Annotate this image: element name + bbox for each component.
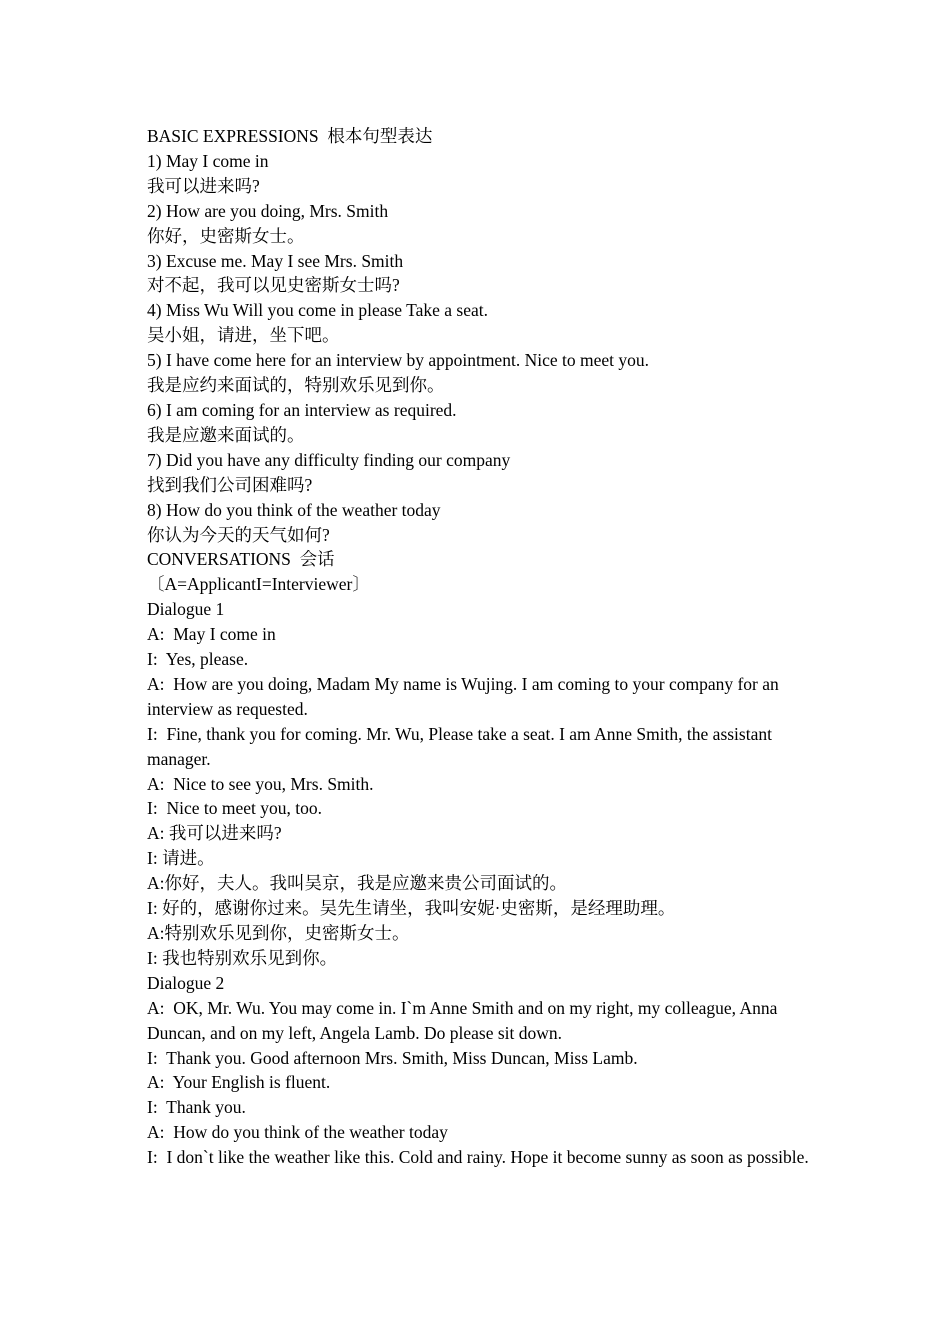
expression-5-english: 5) I have come here for an interview by appointment. Nice to meet you. xyxy=(147,350,649,371)
expression-4-chinese: 吴小姐，请进，坐下吧。 xyxy=(147,325,340,346)
dialogue-1-line: A: How are you doing, Madam My name is Wujing. I am coming to your company for an interview as requested. xyxy=(147,673,784,719)
expression-1-english: 1) May I come in xyxy=(147,150,269,171)
dialogue-1-line: I: Yes, please. xyxy=(147,649,249,670)
dialogue-1-line: I: Fine, thank you for coming. Mr. Wu, Please take a seat. I am Anne Smith, the assistant manager. xyxy=(147,723,777,769)
expression-2-english: 2) How are you doing, Mrs. Smith xyxy=(147,200,389,221)
dialogue-1-translation-line: A:特别欢乐见到你，史密斯女士。 xyxy=(147,923,410,943)
dialogue-1-line: A: Nice to see you, Mrs. Smith. xyxy=(147,773,374,794)
section-heading-basic-expressions: BASIC EXPRESSIONS 根本句型表达 xyxy=(147,126,433,146)
dialogue-2-line: I: Thank you. Good afternoon Mrs. Smith, Miss Duncan, Miss Lamb. xyxy=(147,1047,638,1068)
expression-3-chinese: 对不起，我可以见史密斯女士吗? xyxy=(147,275,400,296)
dialogue-1-line: A: May I come in xyxy=(147,624,276,645)
expression-8-english: 8) How do you think of the weather today xyxy=(147,499,441,520)
dialogue-2-heading: Dialogue 2 xyxy=(147,972,225,993)
expression-8-chinese: 你认为今天的天气如何? xyxy=(147,524,330,545)
dialogue-2-line: A: How do you think of the weather today xyxy=(147,1122,448,1143)
expression-2-chinese: 你好，史密斯女士。 xyxy=(147,225,305,246)
expression-4-english: 4) Miss Wu Will you come in please Take a seat. xyxy=(147,300,488,321)
section-heading-conversations: CONVERSATIONS 会话 xyxy=(147,549,335,570)
expression-7-chinese: 找到我们公司困难吗? xyxy=(147,474,313,495)
dialogue-1-line: I: Nice to meet you, too. xyxy=(147,798,322,819)
dialogue-1-translation-line: I: 请进。 xyxy=(147,848,215,869)
expression-3-english: 3) Excuse me. May I see Mrs. Smith xyxy=(147,250,404,271)
dialogue-2-line: A: Your English is fluent. xyxy=(147,1072,331,1093)
expression-6-chinese: 我是应邀来面试的。 xyxy=(147,424,305,445)
dialogue-2-line: A: OK, Mr. Wu. You may come in. I`m Anne Smith and on my right, my colleague, Anna Duncan, and on my left, Angela Lamb. Do please sit down. xyxy=(147,997,782,1043)
document-body xyxy=(147,124,812,1170)
dialogue-1-heading: Dialogue 1 xyxy=(147,599,225,620)
dialogue-1-translation-line: I: 我也特别欢乐见到你。 xyxy=(147,947,338,968)
dialogue-2-line: I: Thank you. xyxy=(147,1097,246,1118)
expression-5-chinese: 我是应约来面试的，特别欢乐见到你。 xyxy=(147,375,445,396)
expression-1-chinese: 我可以进来吗? xyxy=(147,175,260,196)
expression-7-english: 7) Did you have any difficulty finding our company xyxy=(147,449,511,470)
dialogue-1-translation-line: A: 我可以进来吗? xyxy=(147,823,282,844)
expression-6-english: 6) I am coming for an interview as required. xyxy=(147,399,457,420)
dialogue-1-translation-line: I: 好的，感谢你过来。吴先生请坐，我叫安妮·史密斯，是经理助理。 xyxy=(147,898,676,919)
speaker-legend: 〔A=ApplicantI=Interviewer〕 xyxy=(147,574,370,595)
dialogue-1-translation-line: A:你好，夫人。我叫吴京，我是应邀来贵公司面试的。 xyxy=(147,873,567,894)
dialogue-2-line: I: I don`t like the weather like this. Cold and rainy. Hope it become sunny as soon as possible. xyxy=(147,1147,809,1168)
